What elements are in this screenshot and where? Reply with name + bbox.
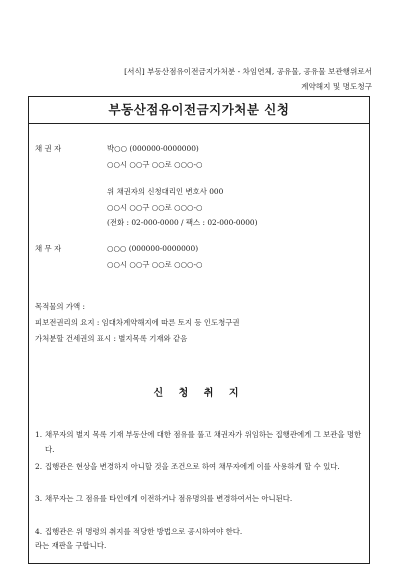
debtor-address: ○○시 ○○구 ○○로 ○○○-○	[107, 260, 203, 269]
debtor-label: 채 무 자	[35, 244, 62, 253]
agent-contact: (전화 : 02-000-0000 / 팩스 : 02-000-0000)	[107, 218, 258, 227]
purport-text: 집행관은 현상을 변경하지 아니할 것을 조건으로 하여 채무자에게 이를 사용하게 할 수 있다.	[45, 462, 340, 471]
section-title: 신 청 취 지	[153, 388, 245, 399]
preserved-right-line: 피보전권리의 요지 : 임대차계약해지에 따른 토지 등 인도청구권	[35, 318, 240, 327]
purport-num: 2.	[35, 462, 43, 471]
creditor-name: 박○○ (000000-0000000)	[107, 144, 199, 153]
purport-text: 채무자는 그 점유를 타인에게 이전하거나 점유명의를 변경하여서는 아니된다.	[45, 494, 293, 503]
document-frame	[28, 96, 370, 564]
purport-num: 4.	[35, 527, 43, 536]
purport-text: 채무자의 별지 목록 기재 부동산에 대한 점유를 풀고 채권자가 위임하는 집행관에게 그 보관을 명한다.	[45, 430, 362, 454]
disputed-right-line: 가처분할 건세권의 표시 : 별지목록 기재와 같음	[35, 334, 188, 343]
object-value-line: 목적물의 가액 :	[35, 302, 86, 311]
agent-intro: 위 채권자의 신청대리인 변호사 000	[107, 187, 224, 196]
creditor-label: 채 권 자	[35, 144, 62, 153]
closing-line: 라는 재판을 구합니다.	[35, 541, 107, 550]
agent-address: ○○시 ○○구 ○○로 ○○○-○	[107, 203, 203, 212]
document-title: 부동산점유이전금지가처분 신청	[29, 97, 369, 124]
form-header-line2: 계약해지 및 명도청구	[301, 82, 372, 91]
purport-item	[35, 427, 365, 457]
purport-item	[35, 459, 365, 474]
purport-item	[35, 491, 365, 506]
purport-num: 3.	[35, 494, 43, 503]
debtor-name: ○○○ (000000-0000000)	[107, 244, 199, 253]
purport-num: 1.	[35, 430, 43, 439]
purport-item	[35, 524, 365, 539]
form-header-line1: [서식] 부동산점유이전금지가처분 - 차임연체, 공유물, 공유물 보관행위로서	[124, 67, 372, 76]
creditor-address: ○○시 ○○구 ○○로 ○○○-○	[107, 160, 203, 169]
purport-text: 집행관은 위 명령의 취지를 적당한 방법으로 공시하여야 한다.	[45, 527, 243, 536]
